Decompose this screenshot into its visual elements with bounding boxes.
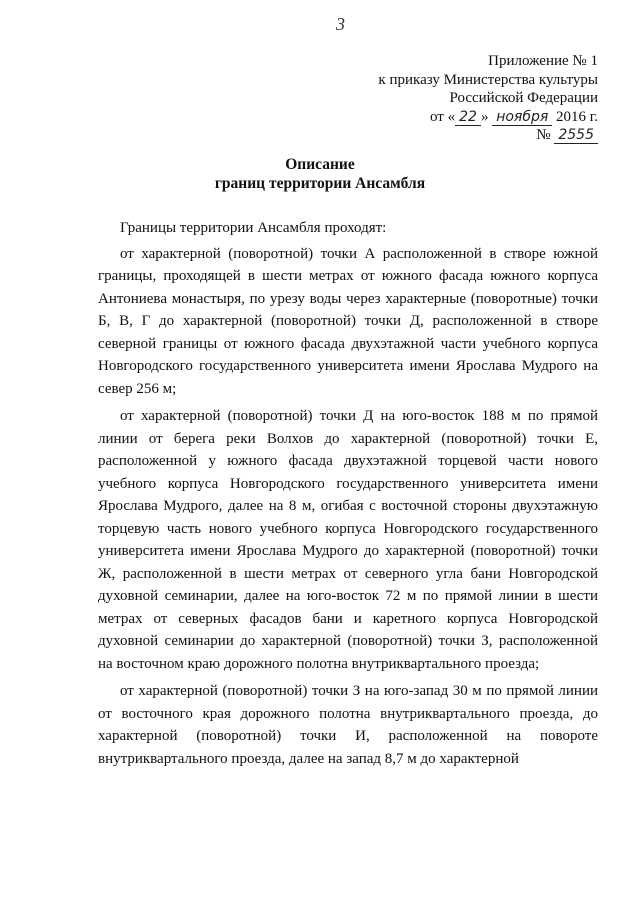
order-number: 2555 bbox=[554, 127, 598, 144]
paragraph-3: от характерной (поворотной) точки З на юго-запад 30 м по прямой линии от восточного края дорожного полотна внутриквартального проезда, до характерной (поворотной) точки И, расположенной на повороте внутриквартального проезда, далее на запад 8,7 м до характерной bbox=[98, 683, 598, 767]
document-body bbox=[98, 217, 598, 775]
paragraph-intro: Границы территории Ансамбля проходят: bbox=[120, 220, 387, 236]
title-line-1: Описание bbox=[285, 156, 355, 173]
page-number: 3 bbox=[336, 14, 345, 34]
number-prefix: № bbox=[536, 127, 551, 143]
date-day: 22 bbox=[455, 109, 481, 126]
title-line-2: границ территории Ансамбля bbox=[214, 175, 426, 192]
date-mid: » bbox=[480, 108, 489, 125]
appendix-date bbox=[378, 108, 598, 127]
appendix-header bbox=[378, 52, 598, 145]
appendix-title: Приложение № 1 bbox=[488, 53, 598, 69]
date-year: 2016 г. bbox=[556, 108, 598, 125]
document-title bbox=[0, 155, 640, 193]
appendix-number bbox=[378, 126, 598, 145]
date-prefix: от « bbox=[430, 108, 456, 125]
date-month: ноября bbox=[492, 109, 552, 126]
appendix-country: Российской Федерации bbox=[449, 90, 598, 106]
paragraph-1: от характерной (поворотной) точки А расположенной в створе южной границы, проходящей в шести метрах от южного фасада южного корпуса Антониева монастыря, по урезу воды через характерные (поворотные) точки Б, В, Г до характерной (поворотной) точки Д, расположенной в створе северной границы от южного фасада двухэтажной части учебного корпуса Новгородского государственного университета имени Ярослава Мудрого на север 256 м; bbox=[98, 245, 598, 397]
appendix-order-ref: к приказу Министерства культуры bbox=[378, 71, 598, 88]
paragraph-2: от характерной (поворотной) точки Д на юго-восток 188 м по прямой линии от берега реки Волхов до характерной (поворотной) точки Е, расположенной у южного фасада двухэтажной торцевой части нового учебного корпуса Новгородского государственного университета имени Ярослава Мудрого, далее на 8 м, огибая с восточной стороны двухэтажную торцевую часть нового учебного корпуса Новгородского государственного университета имени Ярослава Мудрого до характерной (поворотной) точки Ж, расположенной в шести метрах от северного угла бани Новгородской духовной семинарии, далее на юго-восток 72 м по прямой линии в шести метрах от северных фасадов бани и каретного корпуса Новгородской духовной семинарии до характерной (поворотной) точки З, расположенной на восточном краю дорожного полотна внутриквартального проезда; bbox=[98, 408, 598, 672]
